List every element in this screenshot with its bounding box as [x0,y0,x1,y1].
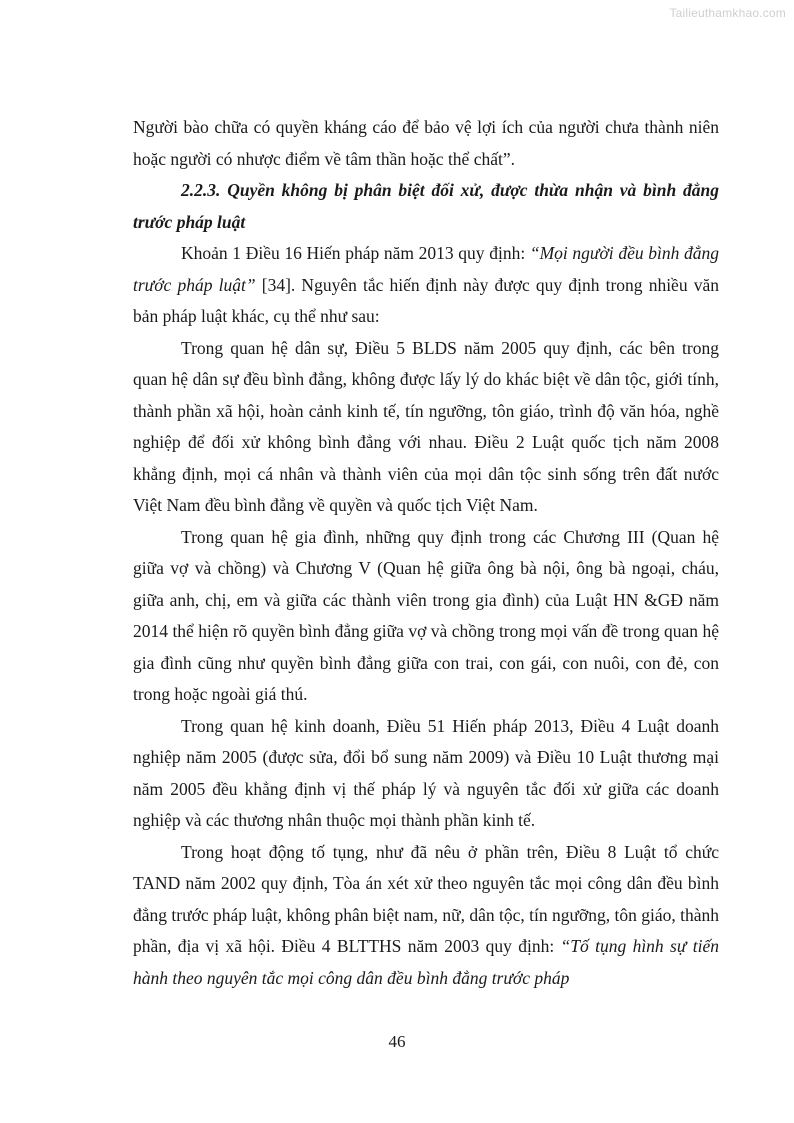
paragraph-continuation: Người bào chữa có quyền kháng cáo để bảo vệ lợi ích của người chưa thành niên hoặc người có nhược điểm về tâm thần hoặc thể chất”. [133,117,719,169]
paragraph: Trong quan hệ kinh doanh, Điều 51 Hiến pháp 2013, Điều 4 Luật doanh nghiệp năm 2005 (được sửa, đổi bổ sung năm 2009) và Điều 10 Luật thương mại năm 2005 đều khẳng định vị thế pháp lý và nguyên tắc đối xử giữa các doanh nghiệp và các thương nhân thuộc mọi thành phần kinh tế. [133,715,719,830]
section-heading: 2.2.3. Quyền không bị phân biệt đối xử, được thừa nhận và bình đẳng trước pháp luật [133,180,719,232]
paragraph-text: Khoản 1 Điều 16 Hiến pháp năm 2013 quy định: [181,243,530,263]
paragraph-text: [34]. Nguyên tắc hiến định này được quy định trong nhiều văn bản pháp luật khác, cụ thể như sau: [133,274,720,326]
paragraph: Trong quan hệ gia đình, những quy định trong các Chương III (Quan hệ giữa vợ và chồng) và Chương V (Quan hệ giữa ông bà nội, ông bà ngoại, cháu, giữa anh, chị, em và giữa các thành viên trong gia đình) của Luật HN &GĐ năm 2014 thể hiện rõ quyền bình đẳng giữa vợ và chồng trong mọi vấn đề trong quan hệ gia đình cũng như quyền bình đẳng giữa con trai, con gái, con nuôi, con đẻ, con trong hoặc ngoài giá thú. [133,526,719,704]
watermark: Tailieuthamkhao.com [669,6,786,20]
document-body [133,112,719,994]
paragraph-text: Trong hoạt động tố tụng, như đã nêu ở phần trên, Điều 8 Luật tổ chức TAND năm 2002 quy định, Tòa án xét xử theo nguyên tắc mọi công dân đều bình đẳng trước pháp luật, không phân biệt nam, nữ, dân tộc, tín ngưỡng, tôn giáo, thành phần, địa vị xã hội. Điều 4 BLTTHS năm 2003 quy định: [133,841,719,956]
paragraph: Trong quan hệ dân sự, Điều 5 BLDS năm 2005 quy định, các bên trong quan hệ dân sự đều bình đẳng, không được lấy lý do khác biệt về dân tộc, giới tính, thành phần xã hội, hoàn cảnh kinh tế, tín ngưỡng, tôn giáo, trình độ văn hóa, nghề nghiệp để đối xử không bình đẳng với nhau. Điều 2 Luật quốc tịch năm 2008 khẳng định, mọi cá nhân và thành viên của mọi dân tộc sinh sống trên đất nước Việt Nam đều bình đẳng về quyền và quốc tịch Việt Nam. [133,337,719,515]
paragraph [133,837,719,995]
quotation: “Tố tụng hình sự tiến hành theo nguyên tắc mọi công dân đều bình đẳng trước pháp [133,936,719,988]
page-number: 46 [388,1032,406,1051]
quotation: “Mọi người đều bình đẳng trước pháp luật” [133,243,719,295]
paragraph [133,238,719,333]
